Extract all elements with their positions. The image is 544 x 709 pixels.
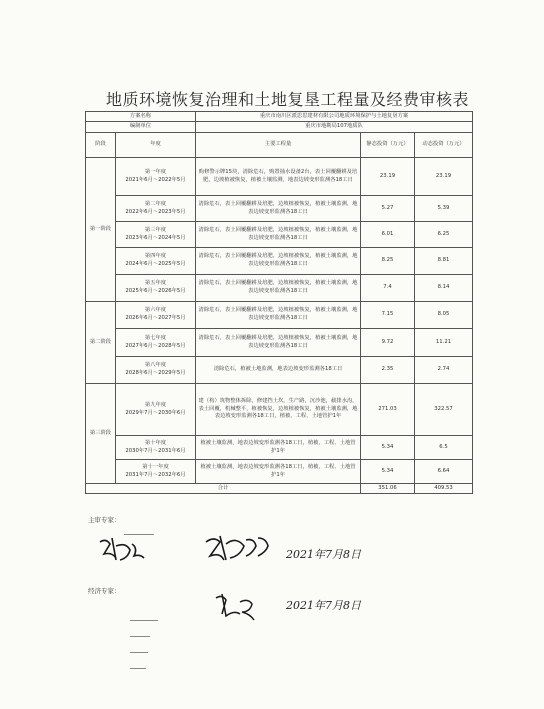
static-cell: 23.19: [361, 158, 415, 196]
col-dynamic-header: 动态投资（万元）: [415, 133, 473, 158]
table-row: [86, 158, 473, 196]
dynamic-cell: 2.74: [415, 357, 473, 384]
table-row: [86, 248, 473, 275]
year-cell: 第四年度 2024年6月～2025年5月: [116, 248, 196, 275]
dynamic-cell: 23.19: [415, 158, 473, 196]
year-cell: 第八年度 2028年6月～2029年5月: [116, 357, 196, 384]
work-cell: 购修警示牌15块，清除危石，购置抽水设备2台，表土回覆翻耕及培肥，边坡植被恢复，植被土壤监测，地表边坡变形监测各18工日: [196, 158, 361, 196]
work-cell: 清除危石，表土回覆翻耕及培肥，边坡植被恢复，植被土壤监测，地表边坡变形监测各18工日: [196, 329, 361, 357]
year-cell: 第十年度 2030年7月～2031年6月: [116, 436, 196, 460]
total-static: 351.06: [361, 484, 415, 494]
work-cell: 清除危石，表土回覆翻耕及培肥，边坡植被恢复，植被土壤监测，地表边坡变形监测各18工日: [196, 222, 361, 248]
static-cell: 8.25: [361, 248, 415, 275]
static-cell: 5.34: [361, 460, 415, 484]
finance-expert-signature: [210, 588, 270, 624]
scheme-value: 重庆市南川区派思思建材有限公司地质环境保护与土地复垦方案: [196, 112, 473, 122]
dynamic-cell: 6.64: [415, 460, 473, 484]
dynamic-cell: 8.81: [415, 248, 473, 275]
table-row: [86, 196, 473, 222]
divider: [130, 636, 150, 637]
divider: [130, 620, 158, 621]
col-static-header: 静态投资（万元）: [361, 133, 415, 158]
dynamic-cell: 6.5: [415, 436, 473, 460]
static-cell: 2.35: [361, 357, 415, 384]
dynamic-cell: 6.25: [415, 222, 473, 248]
stage-cell: 第二阶段: [86, 302, 116, 384]
total-row: [86, 484, 473, 494]
dynamic-cell: 5.39: [415, 196, 473, 222]
org-value: 重庆市地勘局107地质队: [196, 122, 473, 133]
stage-cell: 第一阶段: [86, 158, 116, 302]
divider: [130, 668, 146, 669]
work-cell: 清除危石，表土回覆翻耕及培肥，边坡植被恢复，植被土壤监测，地表边坡变形监测各18工日: [196, 196, 361, 222]
static-cell: 7.4: [361, 275, 415, 302]
document-title: 地质环境恢复治理和土地复垦工程量及经费审核表: [106, 90, 470, 109]
scheme-row: [86, 112, 473, 122]
stage-cell: 第三阶段: [86, 384, 116, 484]
org-label: 编制单位: [86, 122, 196, 133]
column-header-row: [86, 133, 473, 158]
year-cell: 第六年度 2026年6月～2027年5月: [116, 302, 196, 329]
static-cell: 9.72: [361, 329, 415, 357]
total-dynamic: 409.53: [415, 484, 473, 494]
work-cell: 清除危石，表土回覆翻耕及培肥，边坡植被恢复，植被土壤监测，地表边坡变形监测各18工日: [196, 275, 361, 302]
col-stage-header: 阶段: [86, 133, 116, 158]
reviewer-label: 主审专家：: [88, 516, 121, 524]
year-cell: 第二年度 2022年6月～2023年5月: [116, 196, 196, 222]
work-cell: 植被土壤监测，地表边坡变形监测各18工日，植被、工程、土地管护1年: [196, 460, 361, 484]
work-cell: 清除危石，表土回覆翻耕及培肥，边坡植被恢复，植被土壤监测，地表边坡变形监测各18工日: [196, 302, 361, 329]
reviewer-date: 2021年7月8日: [286, 548, 361, 561]
dynamic-cell: 8.05: [415, 302, 473, 329]
scheme-label: 方案名称: [86, 112, 196, 122]
total-label: 合计: [86, 484, 361, 494]
work-cell: 清除危石，表土回覆翻耕及培肥，边坡植被恢复，植被土壤监测，地表边坡变形监测各18工日: [196, 248, 361, 275]
static-cell: 5.34: [361, 436, 415, 460]
table-row: [86, 384, 473, 436]
year-cell: 第九年度 2029年7月～2030年6月: [116, 384, 196, 436]
table-row: [86, 329, 473, 357]
org-row: [86, 122, 473, 133]
divider: [124, 534, 154, 535]
year-cell: 第一年度 2021年6月～2022年5月: [116, 158, 196, 196]
divider: [130, 652, 148, 653]
year-cell: 第五年度 2025年6月～2026年5月: [116, 275, 196, 302]
dynamic-cell: 322.57: [415, 384, 473, 436]
static-cell: 6.01: [361, 222, 415, 248]
dynamic-cell: 11.21: [415, 329, 473, 357]
year-cell: 第十一年度 2031年7月～2032年6月: [116, 460, 196, 484]
year-cell: 第七年度 2027年6月～2028年5月: [116, 329, 196, 357]
static-cell: 5.27: [361, 196, 415, 222]
table-row: [86, 302, 473, 329]
year-cell: 第三年度 2023年6月～2024年5月: [116, 222, 196, 248]
finance-expert-date: 2021年7月8日: [286, 599, 361, 612]
dynamic-cell: 8.14: [415, 275, 473, 302]
work-cell: 清除危石，植被土地监测，地表边坡变形监测各18工日: [196, 357, 361, 384]
work-cell: 植被土壤监测，地表边坡变形监测各18工日，植被、工程、土地管护1年: [196, 436, 361, 460]
audit-table: [85, 111, 473, 494]
table-row: [86, 436, 473, 460]
table-row: [86, 460, 473, 484]
col-year-header: 年度: [116, 133, 196, 158]
table-row: [86, 275, 473, 302]
finance-expert-label: 经济专家：: [88, 587, 121, 595]
static-cell: 7.15: [361, 302, 415, 329]
static-cell: 271.03: [361, 384, 415, 436]
col-work-header: 主要工程量: [196, 133, 361, 158]
work-cell: 建（构）筑物整体拆除，修建挡土坎，生产路，沉沙池，截排水沟，表土回覆，机械整平，植被恢复，边坡植被恢复，植被土壤监测，地表边坡变形监测各18工日，植被、工程、土地管护1年: [196, 384, 361, 436]
table-row: [86, 357, 473, 384]
table-row: [86, 222, 473, 248]
